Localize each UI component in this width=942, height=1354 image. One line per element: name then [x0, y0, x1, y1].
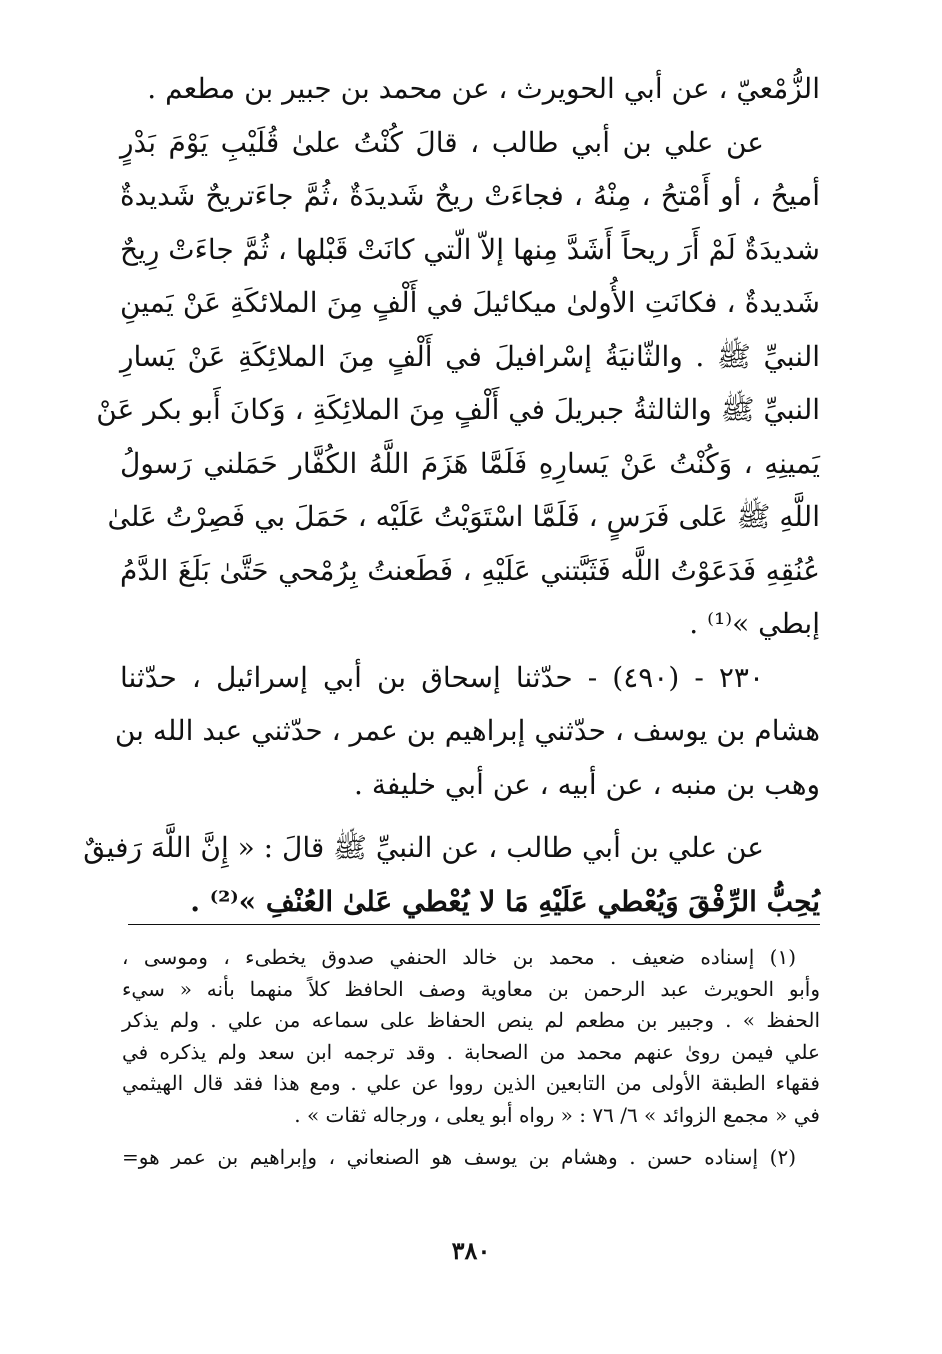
text-line: شَديدةٌ ، فكانَتِ الأُولىٰ ميكائيلَ في أَلْفٍ مِنَ الملائكَةِ عَنْ يَمينِ — [120, 286, 820, 319]
text-line: عُنُقِهِ فَدَعَوْتُ اللَّه فَثَبَّتني عَلَيْهِ ، فَطَعنتُ بِرُمْحي حَتَّىٰ بَلَغَ الدَّمُ — [120, 553, 820, 587]
text-line: اللَّهِ ﷺ عَلى فَرَسٍ ، فَلَمَّا اسْتَوَيْتُ عَلَيْه ، حَمَلَ بي فَصِرْتُ عَلىٰ — [107, 500, 820, 533]
text-line: يَمينِهِ ، وَكُنْتُ عَنْ يَسارِهِ فَلَمَّا هَزَمَ اللَّهُ الكُفَّار حَمَلني رَسولُ — [120, 446, 820, 480]
main-text — [83, 62, 820, 928]
text-line: الزُّمْعيّ ، عن أبي الحويرث ، عن محمد بن جبير بن مطعم . — [147, 72, 820, 105]
footnote-divider — [128, 924, 820, 925]
text-line: أميحُ ، أو أَمْتحُ ، مِنْهُ ، فجاءَتْ ريحٌ شَديدَةٌ ،ثُمَّ جاءَتريحٌ شَديدةٌ — [120, 179, 820, 212]
footnotes — [122, 942, 820, 1173]
footnote-line: الحفظ » . وجبير بن مطعم لم ينص الحفاظ على سماعه من علي . ولم يذكر — [122, 1008, 820, 1033]
text-line: إبطي »⁽¹⁾ . — [689, 607, 820, 640]
text-line: يُحِبُّ الرِّفْقَ وَيُعْطي عَلَيْهِ مَا لا يُعْطي عَلىٰ العُنْفِ »⁽²⁾ . — [190, 884, 820, 918]
text-line: عن علي بن أبي طالب ، قالَ كُنْتُ علىٰ قُلَيْبِ يَوْمَ بَدْرٍ — [120, 125, 765, 159]
footnote-line: في « مجمع الزوائد » ٦/ ٧٦ : « رواه أبو يعلى ، ورجاله ثقات » . — [294, 1102, 820, 1127]
text-line: شديدَةٌ لَمْ أَرَ ريحاً أَشَدَّ مِنها إلاّ الّتي كانَتْ قَبْلها ، ثُمَّ جاءَتْ رِيحٌ — [120, 232, 820, 266]
text-line: عن علي بن أبي طالب ، عن النبيِّ ﷺ قالَ : « إِنَّ اللَّهَ رَفيقٌ — [83, 831, 764, 864]
footnote-line: وأبو الحويرث عبد الرحمن بن معاوية وصف الحافظ كلاً منهما بأنه « سيء — [122, 976, 820, 1001]
text-line: هشام بن يوسف ، حدّثني إبراهيم بن عمر ، حدّثني عبد الله بن — [114, 714, 820, 747]
footnote-line: (٢) إسناده حسن . وهشام بن يوسف هو الصنعاني ، وإبراهيم بن عمر هو= — [122, 1144, 796, 1169]
footnote-line: (١) إسناده ضعيف . محمد بن خالد الحنفي صدوق يخطىء ، وموسى ، — [122, 945, 796, 969]
hadith-number-line: ٢٣٠ - (٤٩٠) - حدّثنا إسحاق بن أبي إسرائيل ، حدّثنا — [120, 660, 764, 694]
page-number: ٣٨٠ — [451, 1236, 491, 1265]
text-line: وهب بن منبه ، عن أبيه ، عن أبي خليفة . — [354, 767, 820, 801]
text-line: النبيِّ ﷺ . والثّانيَةُ إسْرافيلَ في أَلْفٍ مِنَ الملائِكَةِ عَنْ يَسارِ — [120, 339, 820, 373]
footnote-line: فقهاء الطبقة الأولى من التابعين الذين رووا عن علي . ومع هذا فقد قال الهيثمي — [122, 1071, 820, 1096]
text-line: النبيِّ ﷺ والثالثةُ جبريلَ في أَلْفٍ مِنَ الملائِكَةِ ، وَكانَ أَبو بكر عَنْ — [96, 393, 820, 426]
footnote-line: علي فيمن روىٰ عنهم محمد من الصحابة . وقد ترجمه ابن سعد ولم يذكره في — [122, 1039, 820, 1064]
